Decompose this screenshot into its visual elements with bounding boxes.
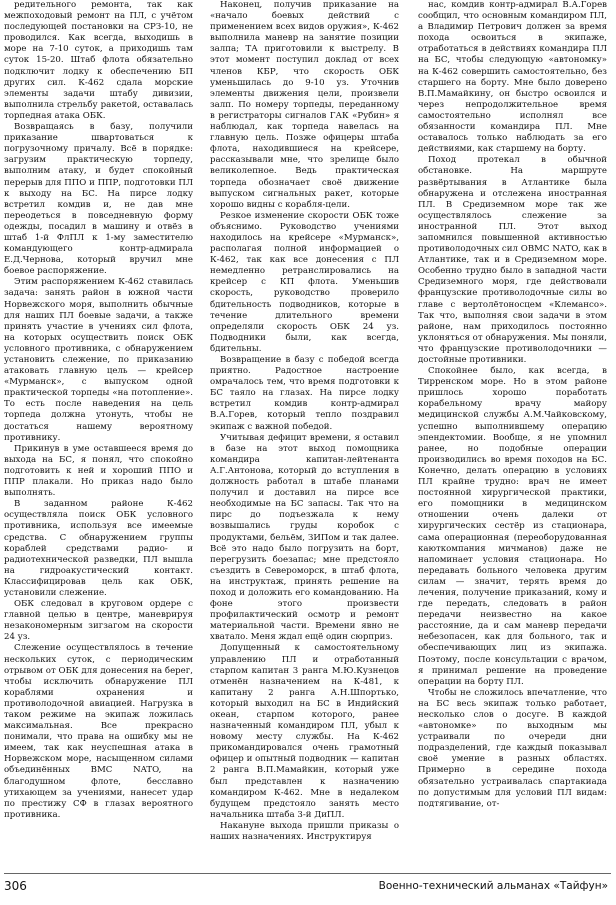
- paragraph: нас, комдив контр-адмирал В.А.Горев сообщил, что основным командиром ПЛ, а Владимир Петрович должен за время похода освоиться в экипаже, отработаться в действиях командира ПЛ на БС, чтобы следующую «автономку» на К-462 совершить самостоятельно, без старшего на борту. Мне было доверено В.П.Мамайкину, он быстро освоился и через непродолжительное время самостоятельно исполнял все обязанности командира ПЛ. Мне оставалось только наблюдать за его действиями, как старшему на борту.: [418, 0, 607, 155]
- paragraph: Накануне выхода пришли приказы о наших назначениях. Инструктируя: [210, 820, 399, 843]
- paragraph: Поход протекал в обычной обстановке. На маршруте развёртывания в Атлантике была обнаружена и отслежена иностранная ПЛ. В Средиземном море так же осуществлялось слежение за иностранной ПЛ. Этот выход запомнился повышенной активностью противолодочных сил ОВМС NATO, как в Атлантике, так и в Средиземном море. Особенно трудно было в западной части Средиземного моря, где действовали французские противолодочные силы во главе с вертолётоносцем «Клемансо». Так что, выполняя свои задачи в этом районе, нам приходилось постоянно уклоняться от обнаружения. Мы поняли, что французские противолодочники — достойные противники.: [418, 155, 607, 365]
- paragraph: Резкое изменение скорости ОБК тоже объяснимо. Руководство учениями находилось на крейсере «Мурманск», располагая полной информацией о К-462, так как все донесения с ПЛ немедленно ретранслировались на крейсер с КП флота. Уменьшив скорость, руководство проверило бдительность подводников, которые в течение длительного времени определяли скорость ОБК 24 уз. Подводники были, как всегда, бдительны.: [210, 210, 399, 354]
- paragraph: ОБК следовал в круговом ордере с главной целью в центре, маневрируя незакономерным зигзагом на скорости 24 уз.: [4, 599, 193, 643]
- text-column-2: [210, 0, 399, 843]
- paragraph: Прикинув в уме оставшееся время до выхода на БС, я понял, что спокойно подготовить к ней и хороший ППО и ППР плакали. Но приказ надо было выполнять.: [4, 443, 193, 499]
- paragraph: Допущенный к самостоятельному управлению ПЛ и отработанный старпом капитан 3 ранга М.Ю.Кузнецов отменён назначением на К-481, к капитану 2 ранга А.Н.Шпортько, который выходил на БС в Индийский океан, старпом которого, ранее назначенный командиром ПЛ, убыл к новому месту службы. На К-462 прикомандировался очень грамотный офицер и опытный подводник — капитан 2 ранга В.П.Мамайкин, который уже был представлен к назначению командиром К-462. Мне в недалеком будущем предстояло занять место начальника штаба 3-й ДиПЛ.: [210, 643, 399, 820]
- page-number: 306: [4, 879, 27, 893]
- paragraph: Учитывая дефицит времени, я оставил в базе на этот выход помощника командира капитан-лейтенанта А.Г.Антонова, который до вступления в должность работал в штабе планами получил и доставил на пирсе все необходимые на БС запасы. Так что на пирс до подъезжала к нему возвышались груды коробок с продуктами, бельём, ЗИПом и так далее. Всё это надо было погрузить на борт, перегрузить боезапас; мне предстояло съездить в Североморск, в штаб флота, на инструктаж, принять решение на поход и доложить его командованию. На фоне этого произвести профилактический осмотр и ремонт материальной части. Времени явно не хватало. Меня ждал ещё один сюрприз.: [210, 432, 399, 643]
- publication-title: Военно-технический альманах «Тайфун»: [378, 880, 608, 892]
- paragraph: Возвращение в базу с победой всегда приятно. Радостное настроение омрачалось тем, что время подготовки к БС таяло на глазах. На пирсе лодку встретил комдив контр-адмирал В.А.Горев, который тепло поздравил экипаж с важной победой.: [210, 355, 399, 432]
- paragraph: Наконец, получив приказание на «начало боевых действий с применением всех видов оружия», К-462 выполнила маневр на занятие позиции залпа; ТА приготовили к выстрелу. В этот момент поступил доклад от всех членов КБР, что скорость ОБК уменьшилась до 9-10 уз. Уточнив элементы движения цели, произвели залп. По номеру торпеды, переданному в регистраторы сигналов ГАК «Рубин» я наблюдал, как торпеда навелась на главную цель. Позже офицеры штаба флота, находившиеся на крейсере, рассказывали мне, что зрелище было великолепное. Ведь практическая торпеда обозначает своё движение выпуском сигнальных ракет, которые хорошо видны с корабля-цели.: [210, 0, 399, 210]
- paragraph: Слежение осуществлялось в течение нескольких суток, с периодическим отрывом от ОБК для донесения на берег, чтобы исключить обнаружение ПЛ кораблями охранения и противолодочной авиацией. Нагрузка в таком режиме на экипаж ложилась максимальная. Все прекрасно понимали, что права на ошибку мы не имеем, так как неуспешная атака в Норвежском море, насыщенном силами объединённых ВМС NATO, на благодушном флоте, бесславно утихающем за учениями, нанесет удар по престижу СФ в глазах вероятного противника.: [4, 643, 193, 820]
- paragraph: Возвращаясь в базу, получили приказание швартоваться к погрузочному причалу. Всё в порядке: загрузим практическую торпеду, выполним атаку, и будет спокойный перерыв для ППО и ППР, подготовки ПЛ к выходу на БС. На пирсе лодку встретил комдив и, не дав мне переодеться в повседневную форму одежды, посадил в машину и отвёз в штаб 1-й ФлПЛ к 1-му заместителю командующего контр-адмирала Е.Д.Чернова, который вручил мне боевое распоряжение.: [4, 122, 193, 277]
- paragraph: Спокойнее было, как всегда, в Тирренском море. Но в этом районе пришлось хорошо поработать корабельному врачу майору медицинской службы А.М.Чайковскому, успешно выполнившему операцию эпендектомии. Вообще, я не упомнил ранее, но подобные операции производились во время походов на БС. Конечно, делать операцию в условиях ПЛ крайне трудно: врач не имеет постоянной хирургической практики, его помощники в медицинском отношении очень далеки от хирургических сестёр из стационара, сама операционная (переоборудованная каюткомпания мичманов) даже не напоминает условия стационара. Но передавать больного человека другим силам — значит, терять время до лечения, получение приказаний, кому и где передать, следовать в район передачи неизвестно на какое расстояние, да и сам маневр передачи небезопасен, как для больного, так и обеспечивающих лиц из экипажа. Поэтому, после консультации с врачом, я принимал решение на проведение операции на борту ПЛ.: [418, 366, 607, 687]
- paragraph: Этим распоряжением К-462 ставилась задача: занять район в южной части Норвежского моря, выполнить обычные для наших ПЛ боевые задачи, а также принять участие в учениях сил флота, на которых осуществить поиск ОБК условного противника, с обнаружением установить слежение, по приказанию атаковать главную цель — крейсер «Мурманск», с выпуском одной практической торпеды «на потопление». То есть после наведения на цель торпеда должна утонуть, чтобы не достаться нашему вероятному противнику.: [4, 277, 193, 443]
- text-column-1: [4, 0, 193, 821]
- paragraph: Чтобы не сложилось впечатление, что на БС весь экипаж только работает, несколько слов о досуге. В каждой «автономке» по выходным мы устраивали по очереди дни подразделений, где каждый показывал своё умение в разных областях. Примерно в середине похода обязательно устраивалась спартакиада по допустимым для условий ПЛ видам: подтягивание, от-: [418, 687, 607, 809]
- text-column-3: [418, 0, 607, 810]
- paragraph: редительного ремонта, так как межпоходовый ремонт на ПЛ, с учётом последующей постановки на СРЗ-10, не проводился. Как всегда, выходишь в море на 7-10 суток, а приходишь там суток 15-20. Штаб флота обязательно подключит лодку к обеспечению БП других сил. К-462 сдала морские элементы задачи штабу дивизии, выполнила стрельбу ракетой, оставалась торпедная атака ОБК.: [4, 0, 193, 121]
- footer-divider: [4, 873, 611, 874]
- paragraph: В заданном районе К-462 осуществляла поиск ОБК условного противника, используя все имеемые средства. С обнаружением группы кораблей средствами радио- и радиотехнической разведки, ПЛ вышла на гидроакустический контакт. Классифицировав цель как ОБК, установили слежение.: [4, 499, 193, 598]
